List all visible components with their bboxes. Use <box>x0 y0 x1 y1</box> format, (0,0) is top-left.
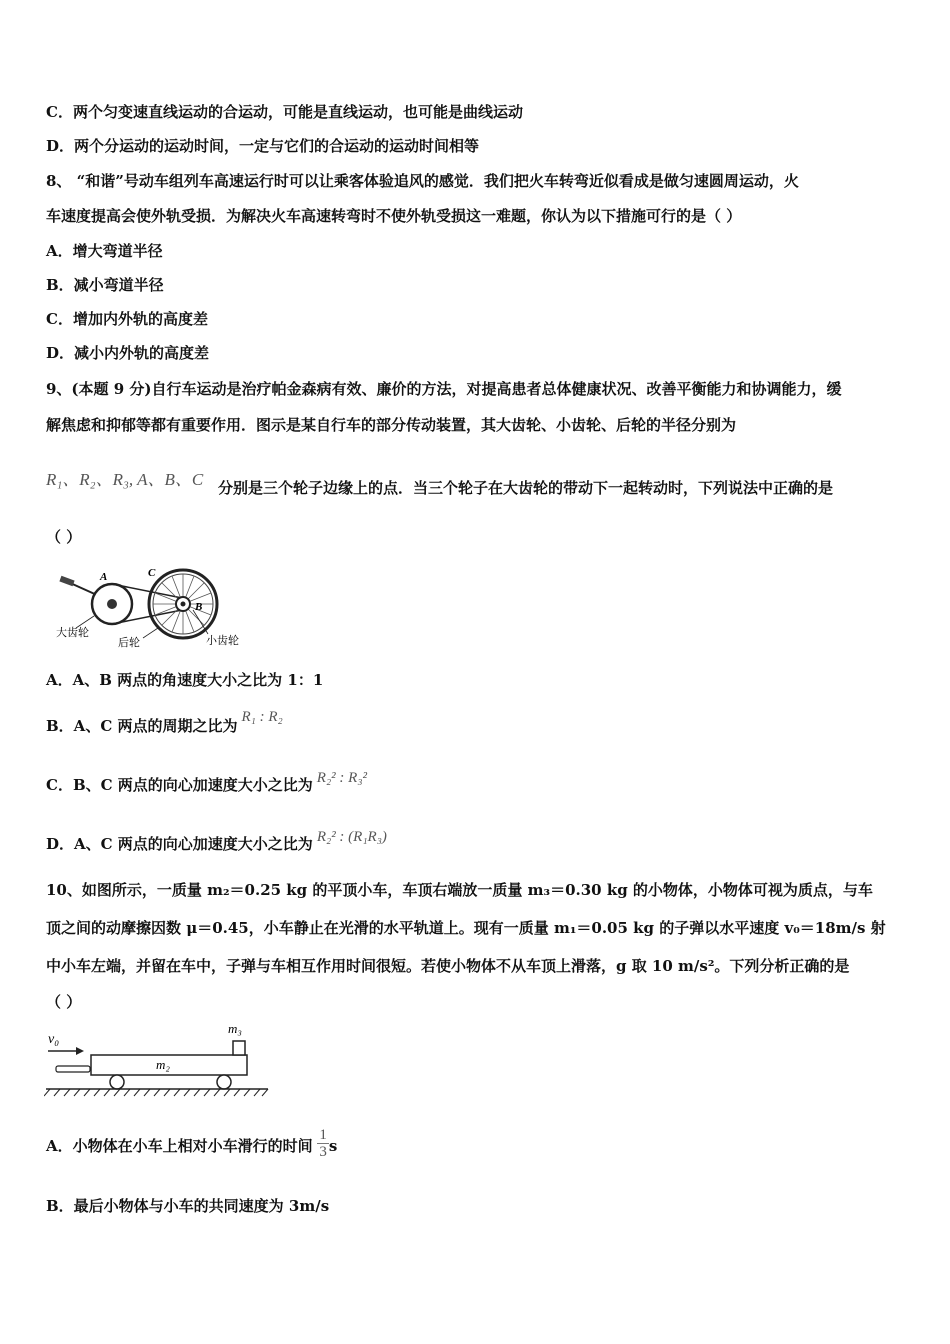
q9-stem-text: 分别是三个轮子边缘上的点．当三个轮子在大齿轮的带动下一起转动时，下列说法中正确的是 <box>218 479 834 497</box>
q9-stem-line1: 9、(本题 9 分)自行车运动是治疗帕金森病有效、廉价的方法，对提高患者总体健康状况、改善平衡能力和协调能力，缓 <box>46 380 842 398</box>
label-rear-wheel: 后轮 <box>118 636 140 649</box>
q9-paren: （ ） <box>46 528 82 546</box>
ground-hatching <box>44 1089 268 1096</box>
fraction-denominator: 3 <box>319 1143 327 1160</box>
q10-option-a-fraction <box>317 1127 329 1160</box>
q10-stem-line2: 顶之间的动摩擦因数 μ＝0.45，小车静止在光滑的水平轨道上。现有一质量 m₁＝0.05 kg 的子弹以水平速度 v₀＝18m/s 射 <box>46 919 886 937</box>
velocity-arrowhead <box>76 1047 84 1055</box>
q7-option-c: C．两个匀变速直线运动的合运动，可能是直线运动，也可能是曲线运动 <box>46 103 523 121</box>
q9-option-b-text: B．A、C 两点的周期之比为 <box>46 717 238 735</box>
cart-figure <box>44 1017 274 1099</box>
q9-option-c-math: R₂² : R₃² <box>316 770 368 786</box>
q9-stem-line3 <box>46 470 834 497</box>
label-point-a: A <box>100 571 108 583</box>
q10-option-a <box>46 1128 337 1164</box>
pedal <box>59 576 74 586</box>
q8-option-c: C．增加内外轨的高度差 <box>46 310 208 328</box>
cart-wheel-right <box>217 1075 231 1089</box>
q7-option-d: D．两个分运动的运动时间，一定与它们的合运动的运动时间相等 <box>46 137 480 155</box>
q9-option-b <box>46 709 283 737</box>
cart-wheel-left <box>110 1075 124 1089</box>
fraction-numerator: 1 <box>319 1126 327 1143</box>
q9-variables: R₁、R₂、R₃, A、B、C <box>46 470 204 489</box>
q8-option-d: D．减小内外轨的高度差 <box>46 344 210 362</box>
q10-paren: （ ） <box>46 993 82 1011</box>
q8-stem-line1: 8、 “和谐”号动车组列车高速运行时可以让乘客体验追风的感觉．我们把火车转弯近似看成是做匀速圆周运动，火 <box>46 172 799 190</box>
q10-stem-line3: 中小车左端，并留在车中，子弹与车相互作用时间很短。若使小物体不从车顶上滑落，g 取 10 m/s²。下列分析正确的是 <box>46 957 850 975</box>
q9-option-c-text: C．B、C 两点的向心加速度大小之比为 <box>46 776 313 794</box>
q9-stem-line2: 解焦虑和抑郁等都有重要作用．图示是某自行车的部分传动装置，其大齿轮、小齿轮、后轮的半径分别为 <box>46 416 737 434</box>
label-point-c: C <box>148 567 156 579</box>
label-big-sprocket: 大齿轮 <box>56 626 89 639</box>
q8-stem-line2: 车速度提高会使外轨受损．为解决火车高速转弯时不使外轨受损这一难题，你认为以下措施可行的是（ ） <box>46 207 742 225</box>
q9-option-a: A．A、B 两点的角速度大小之比为 1：1 <box>46 671 324 689</box>
q10-option-a-unit: s <box>328 1137 338 1155</box>
q9-option-d-text: D．A、C 两点的向心加速度大小之比为 <box>46 835 313 853</box>
small-sprocket-hub <box>181 602 186 607</box>
label-m3: m₃ <box>228 1021 242 1036</box>
q8-option-b: B．减小弯道半径 <box>46 276 164 294</box>
q9-option-b-math: R₁ : R₂ <box>241 709 283 725</box>
q10-option-b: B．最后小物体与小车的共同速度为 3m/s <box>46 1197 330 1215</box>
q10-stem-line1: 10、如图所示，一质量 m₂＝0.25 kg 的平顶小车，车顶右端放一质量 m₃＝0.30 kg 的小物体，小物体可视为质点，与车 <box>46 881 873 899</box>
label-m2: m₂ <box>156 1057 170 1072</box>
q9-option-c <box>46 770 368 796</box>
label-point-b: B <box>195 601 203 613</box>
q9-option-d <box>46 829 387 855</box>
label-small-sprocket: 小齿轮 <box>206 634 239 647</box>
small-object <box>233 1041 245 1055</box>
big-sprocket-hub <box>107 599 117 609</box>
label-v0: v₀ <box>48 1032 60 1047</box>
q10-option-a-text: A．小物体在小车上相对小车滑行的时间 <box>46 1137 313 1155</box>
bicycle-transmission-figure <box>48 562 263 652</box>
q8-option-a: A．增大弯道半径 <box>46 242 163 260</box>
bullet <box>56 1066 90 1072</box>
q9-option-d-math: R₂² : (R₁R₃) <box>316 829 387 845</box>
